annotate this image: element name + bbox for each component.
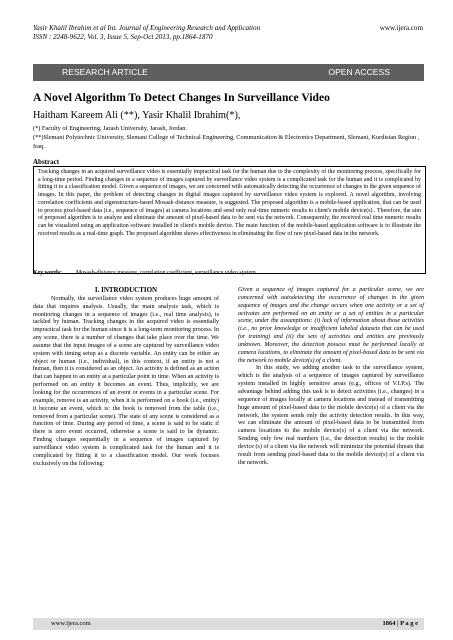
article-type-banner bbox=[33, 64, 424, 81]
section-heading-introduction: I. INTRODUCTION bbox=[94, 286, 158, 294]
author-list: Haitham Kareem Ali (**), Yasir Khalil Ibrahim(*), bbox=[33, 110, 241, 121]
journal-citation-line1: Yasir Khalil Ibrahim et al Int. Journal of Engineering Research and Application bbox=[33, 24, 261, 32]
right-column bbox=[238, 287, 424, 467]
page-footer bbox=[33, 618, 424, 630]
affiliations bbox=[33, 125, 425, 151]
journal-citation-line2: ISSN : 2248-9622, Vol. 3, Issue 5, Sep-Oct 2013, pp.1864-1870 bbox=[33, 33, 213, 41]
keywords-text: Mosaab-distance measure, correlation coefficient, surveillance video system. bbox=[75, 270, 258, 276]
intro-paragraph-2: In this study, we adding another task to the surveillance system, which is the analysis of a sequence of images captured by surveillance system installed in highly sensitive areas (e.g., offices of V.I.P.s). The advantage behind adding this task is to detect activities (i.e., changes) in a sequence of images locally at camera locations and instead of transmitting huge amount of pixel-based data to the mobile device(s) of a client via the network, the system sends only the activity detection results. In this way, we can eliminate the amount of pixel-based data to be transmitted from camera locations to the mobile device(s) of a client via the network. Sending only few real numbers (i.e., the detection results) to the mobile device (s) of a client via the network will minimize the potential threats that result from sending pixel-based data to the mobile device(s) of a client via the network. bbox=[238, 365, 424, 466]
running-header bbox=[33, 24, 423, 42]
footer-site-link[interactable]: www.ijera.com bbox=[51, 620, 91, 627]
abstract-heading: Abstract bbox=[33, 158, 60, 166]
research-article-label: RESEARCH ARTICLE bbox=[62, 67, 148, 77]
open-access-label: OPEN ACCESS bbox=[328, 67, 390, 77]
paper-title: A Novel Algorithm To Detect Changes In Surveillance Video bbox=[33, 91, 330, 104]
keywords-line bbox=[33, 269, 425, 277]
affiliation-1: (*) Faculty of Engineering, Jarash University, Jarash, Jordan. bbox=[33, 125, 187, 132]
affiliation-2: (**)Slemani Polytechnic University, Slemani College of Technical Engineering, Communication & Electronics Department, Slemani, Kurdistan Region , Iraq. bbox=[33, 133, 420, 150]
page-number: 1864 | P a g e bbox=[382, 620, 418, 627]
abstract-box: Tracking changes in an acquired surveillance video is essentially impractical task for the human due to the complexity of the monitoring process, specifically for a long-time period. Finding changes in a sequence of images captured by surveillance video system is a complicated task for the human and it is complicated by fitting it to a classification model. Given a sequence of images, we are concerned with automatically detecting the occurrence of changes in the given sequence of images. In this paper, the problem of detecting changes in digital images captured by surveillance video system is explored. A novel algorithm, involving correlation coefficients and eigenstructure-based Mosaab distance measure, is suggested. The proposed algorithm is a mobile-based application, that can be used to process pixel-based data (i.e., sequence of images) at camera locations and send only real-time numeric results to client's mobile device(s) . Therefore, the aim of proposed algorithm is to analyze and eliminate the amount of pixel-based data to be sent via the network. Consequently, the received real time numeric results can be visualized using an application software installed in client's mobile device. The main function of the mobile-based application software is to illustrate the received results as a real-time graph. The proposed algorithm shows effectiveness in eliminating the flow of raw pixel-based data in the network. bbox=[33, 166, 426, 274]
intro-paragraph-1: Normally, the surveillance video system produces huge amount of data that requires analysis. Usually, the main analysis task, which is monitoring changes in a sequence of images (i.e., real time analysis), is tackled by human. Tracking changes in the acquired video is essentially impractical task for the human since it is a long-term monitoring process. In any scene, there is a number of changes that take place over the time. We assume that the input images of a scene are captured by surveillance video system with timing setup as a discrete variable. An entity can be either an object or human (i.e., individual), in this context, if an entity is not a human, then it is considered as an object. An activity is defined as an action that can happen to an entity at a particular point in time. When an activity is performed on an entity it becomes an event. Thus, implicitly, we are looking for the occurrences of an event or events in a particular scene. For example, remove is an activity, when it is performed on a book (i.e., entity) it become an event, which is: the book is removed from the table (i.e., removed from a particular scene). The state of any scene is considered as a function of time. During any period of time, a scene is said to be static if there is zero event occurred, otherwise a scene is said to be dynamic. Finding changes sequentially in a sequence of images captured by surveillance video system is complicated task for the human and it is complicated by fitting it to a classification model. Our work focuses exclusively on the following: bbox=[33, 295, 219, 467]
header-site-link[interactable]: www.ijera.com bbox=[379, 24, 423, 32]
keywords-label: Key words: bbox=[33, 270, 62, 276]
problem-statement-italic: Given a sequence of images captured for a particular scene, we are concerned with autodetecting the occurrence of changes in the given sequence of images and the change occurs when one activity or a set of activates are performed on an entity or a set of entities in a particular scene, under the assumptions: (i) lack of information about those activities (i.e., no prior knowledge or insufficient labeled datasets that can be used for training) and (ii) the sets of activities and entities are previously unknown. Moreover, the detection possess must be performed locally at camera locations, to eliminate the amount of pixel-based data to be sent via the network to mobile device(s) of a client. bbox=[238, 287, 424, 364]
left-column bbox=[33, 287, 219, 468]
